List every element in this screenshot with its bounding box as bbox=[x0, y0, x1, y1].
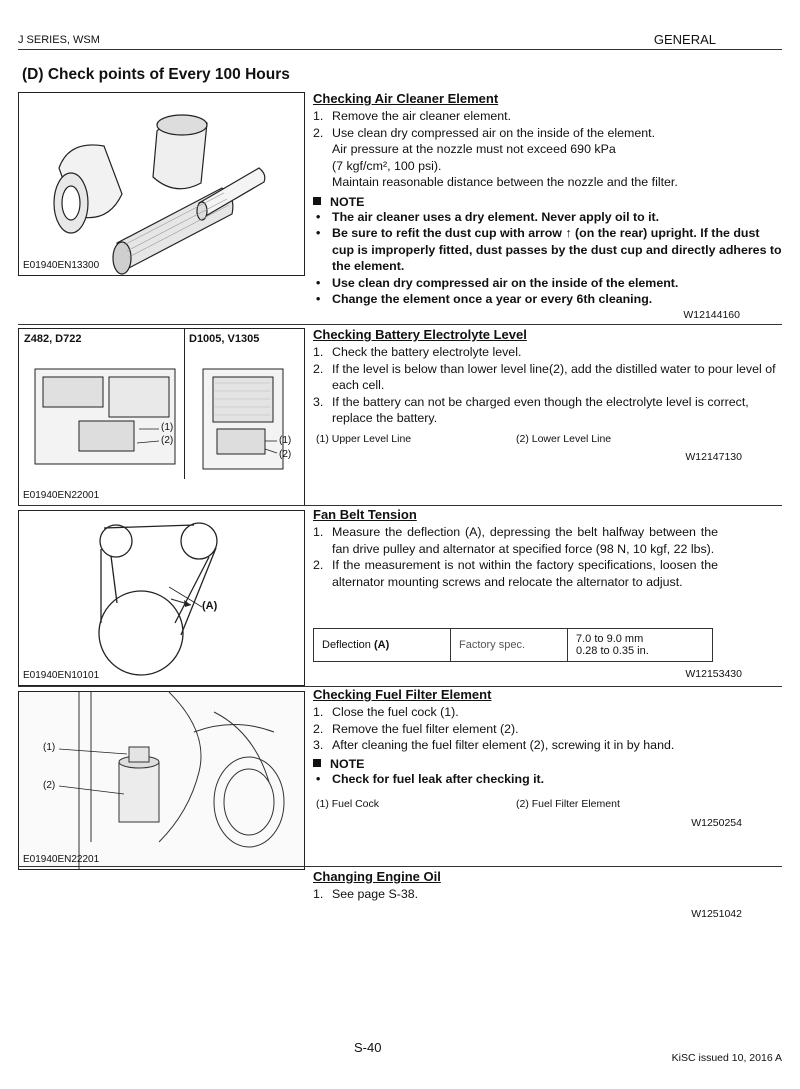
fan-belt-steps bbox=[313, 524, 718, 590]
air-cleaner-section bbox=[313, 91, 783, 308]
note-item: • Check for fuel leak after checking it. bbox=[313, 771, 783, 788]
air-cleaner-notes bbox=[313, 209, 783, 308]
step-item: 2. Remove the fuel filter element (2). bbox=[313, 721, 519, 736]
callout-label: (A) bbox=[202, 600, 218, 612]
note-item: • Be sure to refit the dust cup with arrow ↑ (on the rear) upright. If the dust cup is improperly fitted, dust passes by the dust cup and directly adheres to the element. bbox=[313, 225, 783, 275]
callout-label: (2) bbox=[43, 780, 56, 791]
fuel-filter-code: W1250254 bbox=[691, 817, 742, 829]
fuel-filter-heading: Checking Fuel Filter Element bbox=[313, 687, 492, 702]
fuel-filter-section bbox=[313, 687, 783, 787]
fuel-filter-illustration bbox=[19, 692, 304, 869]
air-cleaner-heading: Checking Air Cleaner Element bbox=[313, 91, 499, 106]
section-title: (D) Check points of Every 100 Hours bbox=[22, 66, 290, 83]
battery-section bbox=[313, 327, 783, 427]
header-series: J SERIES, WSM bbox=[18, 34, 100, 46]
step-item: 1. Close the fuel cock (1). bbox=[313, 705, 459, 719]
air-cleaner-code: W12144160 bbox=[683, 309, 740, 321]
note-heading: NOTE bbox=[313, 195, 783, 209]
note-item: • Use clean dry compressed air on the inside of the element. bbox=[313, 275, 783, 292]
note-square-icon bbox=[313, 759, 321, 767]
air-cleaner-steps bbox=[313, 108, 783, 191]
engine-oil-steps bbox=[313, 886, 783, 903]
table-row bbox=[314, 629, 713, 662]
fan-belt-figure bbox=[18, 510, 305, 686]
step-item: 2. If the level is below than lower level line(2), add the distilled water to pour level of each cell. bbox=[313, 361, 776, 392]
battery-illustration bbox=[19, 329, 304, 479]
header-section: GENERAL bbox=[653, 32, 716, 47]
callout-label: (2) bbox=[161, 435, 174, 446]
fan-belt-section bbox=[313, 507, 718, 590]
step-item: 3. If the battery can not be charged even though the electrolyte level is correct, replace the battery. bbox=[313, 394, 749, 425]
legend-item: (1) Upper Level Line bbox=[316, 433, 412, 445]
engine-oil-code: W1251042 bbox=[691, 908, 742, 920]
section-rule bbox=[18, 866, 782, 867]
deflection-spec-table bbox=[313, 628, 713, 662]
fan-belt-illustration bbox=[19, 511, 304, 685]
engine-oil-section bbox=[313, 869, 783, 903]
note-square-icon bbox=[313, 197, 321, 205]
battery-code: W12147130 bbox=[685, 451, 742, 463]
callout-label: (2) bbox=[279, 449, 292, 460]
figure-code: E01940EN10101 bbox=[23, 670, 100, 681]
fuel-filter-notes bbox=[313, 771, 783, 788]
issue-stamp: KiSC issued 10, 2016 A bbox=[671, 1052, 782, 1064]
model-label: D1005, V1305 bbox=[189, 333, 260, 345]
air-cleaner-illustration bbox=[19, 93, 304, 275]
step-item: 1. Measure the deflection (A), depressing the belt halfway between the fan drive pulley and alternator at specified force (98 N, 10 kgf, 22 lbs). bbox=[313, 525, 718, 556]
legend-item: (2) Lower Level Line bbox=[516, 433, 612, 445]
legend-item: (1) Fuel Cock bbox=[316, 798, 380, 810]
step-item: 2. If the measurement is not within the factory specifications, loosen the alternator mounting screws and relocate the alternator to adjust. bbox=[313, 558, 718, 589]
battery-steps bbox=[313, 344, 783, 427]
step-item: 3. After cleaning the fuel filter element (2), screwing it in by hand. bbox=[313, 738, 675, 752]
callout-label: (1) bbox=[161, 422, 174, 433]
spec-label-cell: Deflection (A) bbox=[314, 629, 451, 662]
note-item: • Change the element once a year or every 6th cleaning. bbox=[313, 291, 783, 308]
fuel-filter-figure bbox=[18, 691, 305, 870]
battery-figure bbox=[18, 328, 305, 506]
air-cleaner-figure bbox=[18, 92, 305, 276]
figure-code: E01940EN22001 bbox=[23, 490, 100, 501]
battery-heading: Checking Battery Electrolyte Level bbox=[313, 327, 527, 342]
figure-code: E01940EN22201 bbox=[23, 854, 100, 865]
engine-oil-heading: Changing Engine Oil bbox=[313, 869, 441, 884]
figure-code: E01940EN13300 bbox=[23, 260, 100, 271]
step-item: 1. See page S-38. bbox=[313, 887, 419, 901]
step-item: 1. Check the battery electrolyte level. bbox=[313, 345, 522, 359]
figure-divider bbox=[184, 329, 185, 479]
note-heading: NOTE bbox=[313, 757, 783, 771]
callout-label: (1) bbox=[279, 435, 292, 446]
section-rule bbox=[18, 324, 782, 325]
note-item: • The air cleaner uses a dry element. Never apply oil to it. bbox=[313, 209, 783, 226]
section-rule bbox=[18, 505, 782, 506]
step-item: 1. Remove the air cleaner element. bbox=[313, 109, 512, 123]
legend-item: (2) Fuel Filter Element bbox=[516, 798, 620, 810]
spec-value-cell: 7.0 to 9.0 mm 0.28 to 0.35 in. bbox=[568, 629, 713, 662]
fan-belt-heading: Fan Belt Tension bbox=[313, 507, 417, 522]
callout-label: (1) bbox=[43, 742, 56, 753]
model-label: Z482, D722 bbox=[24, 333, 82, 345]
spec-kind-cell: Factory spec. bbox=[451, 629, 568, 662]
fan-belt-code: W12153430 bbox=[685, 668, 742, 680]
header-rule bbox=[18, 49, 782, 50]
step-item: 2. Use clean dry compressed air on the inside of the element. Air pressure at the nozzle must not exceed 690 kPa (7 kgf/cm², 100 psi). Maintain reasonable distance between the nozzle and the filter. bbox=[313, 125, 678, 189]
fuel-filter-steps bbox=[313, 704, 783, 754]
page-number: S-40 bbox=[354, 1040, 382, 1055]
